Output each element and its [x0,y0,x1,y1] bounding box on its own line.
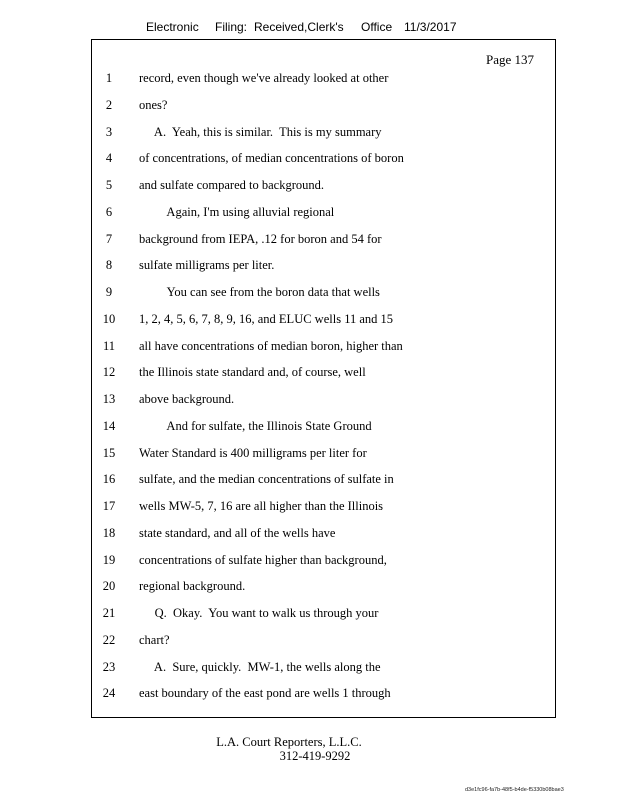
transcript-line [92,443,552,463]
transcript-line [92,657,552,677]
transcript-line [92,68,552,88]
transcript-line [92,362,552,382]
footer-company: L.A. Court Reporters, L.L.C. [216,735,362,749]
line-text: And for sulfate, the Illinois State Ground [139,418,372,433]
line-text: regional background. [139,579,246,594]
transcript-line [92,630,552,650]
line-number: 13 [102,392,116,406]
line-text: chart? [139,632,170,647]
line-text: of concentrations, of median concentrations of boron [139,151,404,166]
line-number: 11 [102,338,116,353]
document-id: d3e1fc96-fa7b-48f5-b4de-f5330b08bae3 [465,787,564,793]
transcript-line [92,255,552,275]
line-number: 19 [102,552,116,567]
line-number: 21 [102,606,116,620]
line-text: Again, I'm using alluvial regional [139,204,335,219]
line-text: concentrations of sulfate higher than background, [139,552,387,567]
transcript-line [92,309,552,329]
line-number: 18 [102,525,116,540]
line-number: 9 [105,285,113,299]
transcript-line [92,175,552,195]
transcript-page [91,39,556,718]
transcript-line [92,202,552,222]
transcript-line [92,95,552,115]
line-text: ones? [139,97,168,112]
filing-office: Office [361,20,393,34]
line-number: 12 [102,365,116,380]
transcript-line [92,282,552,302]
line-number: 4 [105,151,113,166]
transcript-line [92,496,552,516]
line-text: record, even though we've already looked at other [139,71,389,85]
line-number: 3 [105,124,113,139]
line-number: 5 [105,178,113,192]
transcript-line [92,523,552,543]
page-number: Page 137 [485,52,534,67]
line-number: 7 [105,231,113,246]
transcript-line [92,576,552,596]
line-text: sulfate, and the median concentrations of sulfate in [139,472,394,487]
transcript-line [92,469,552,489]
line-text: Q. Okay. You want to walk us through your [139,606,379,620]
line-number: 2 [105,97,113,112]
line-text: state standard, and all of the wells have [139,525,336,540]
transcript-line [92,416,552,436]
line-text: You can see from the boron data that wells [139,285,380,299]
transcript-line [92,389,552,409]
line-number: 22 [102,632,116,647]
line-text: A. Yeah, this is similar. This is my summary [139,124,382,139]
line-number: 14 [102,418,116,433]
line-text: the Illinois state standard and, of course, well [139,365,366,380]
transcript-line [92,148,552,168]
filing-date: 11/3/2017 [404,20,457,34]
transcript-line [92,336,552,356]
line-number: 6 [105,204,113,219]
line-text: 1, 2, 4, 5, 6, 7, 8, 9, 16, and ELUC wells 11 and 15 [139,311,394,326]
line-number: 23 [102,659,116,674]
line-number: 1 [105,71,113,85]
transcript-line [92,603,552,623]
line-text: A. Sure, quickly. MW-1, the wells along the [139,659,381,674]
line-number: 20 [102,579,116,594]
line-number: 8 [105,258,113,273]
line-text: sulfate milligrams per liter. [139,258,275,273]
filing-label: Filing: [215,20,248,34]
line-number: 10 [102,311,116,326]
transcript-line [92,229,552,249]
transcript-line [92,550,552,570]
line-text: east boundary of the east pond are wells 1 through [139,686,391,701]
line-text: and sulfate compared to background. [139,178,325,192]
line-text: background from IEPA, .12 for boron and 54 for [139,231,382,246]
footer [0,735,618,763]
line-text: Water Standard is 400 milligrams per liter for [139,445,367,460]
transcript-line [92,122,552,142]
footer-phone: 312-419-9292 [279,749,351,763]
line-number: 15 [102,445,116,460]
line-number: 24 [102,686,116,701]
line-number: 16 [102,472,116,487]
filing-electronic: Electronic [146,20,199,34]
filing-received: Received,Clerk's [254,20,344,34]
filing-stamp [0,20,618,36]
transcript-line [92,683,552,703]
line-text: all have concentrations of median boron, higher than [139,338,403,353]
line-number: 17 [102,499,116,513]
line-text: wells MW-5, 7, 16 are all higher than the Illinois [139,499,384,513]
line-text: above background. [139,392,235,406]
